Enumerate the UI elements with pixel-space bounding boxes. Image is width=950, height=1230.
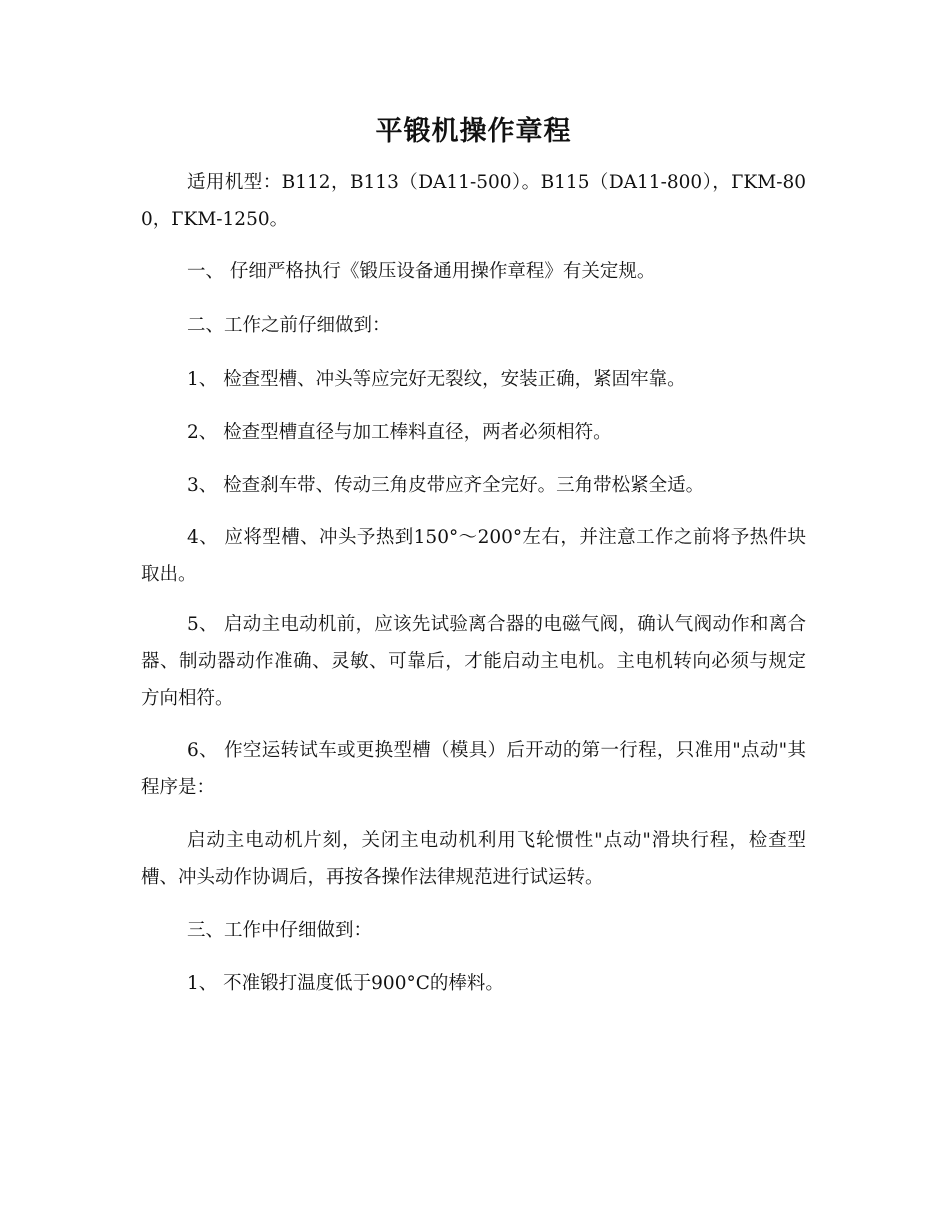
document-title: 平锻机操作章程 bbox=[375, 116, 572, 147]
paragraph-section-1: 一、 仔细严格执行《锻压设备通用操作章程》有关定规。 bbox=[187, 261, 656, 282]
paragraph-procedure: 启动主电动机片刻，关闭主电动机利用飞轮惯性"点动"滑块行程，检查型槽、冲头动作协调后，再按各操作法律规范进行试运转。 bbox=[141, 830, 806, 888]
paragraph-item-5: 5、 启动主电动机前，应该先试验离合器的电磁气阀，确认气阀动作和离合器、制动器动作准确、灵敏、可靠后，才能启动主电机。主电机转向必须与规定方向相符。 bbox=[141, 614, 806, 709]
paragraph-item-4: 4、 应将型槽、冲头予热到150°～200°左右，并注意工作之前将予热件块取出。 bbox=[141, 527, 806, 585]
paragraph-item-3: 3、 检查刹车带、传动三角皮带应齐全完好。三角带松紧全适。 bbox=[187, 475, 705, 496]
paragraph-item-6: 6、 作空运转试车或更换型槽（模具）后开动的第一行程，只准用"点动"其程序是： bbox=[141, 740, 806, 798]
paragraph-applicable-models: 适用机型：B112，B113（DA11-500）。B115（DA11-800），ГKM-800，ГKM-1250。 bbox=[141, 172, 806, 230]
paragraph-item-1: 1、 检查型槽、冲头等应完好无裂纹，安装正确，紧固牢靠。 bbox=[187, 369, 686, 390]
paragraph-section-2-heading: 二、工作之前仔细做到： bbox=[187, 315, 391, 336]
paragraph-section-3-heading: 三、工作中仔细做到： bbox=[187, 920, 373, 941]
paragraph-section-3-item-1: 1、 不准锻打温度低于900°C的棒料。 bbox=[187, 973, 504, 994]
paragraph-item-2: 2、 检查型槽直径与加工棒料直径，两者必须相符。 bbox=[187, 422, 612, 443]
